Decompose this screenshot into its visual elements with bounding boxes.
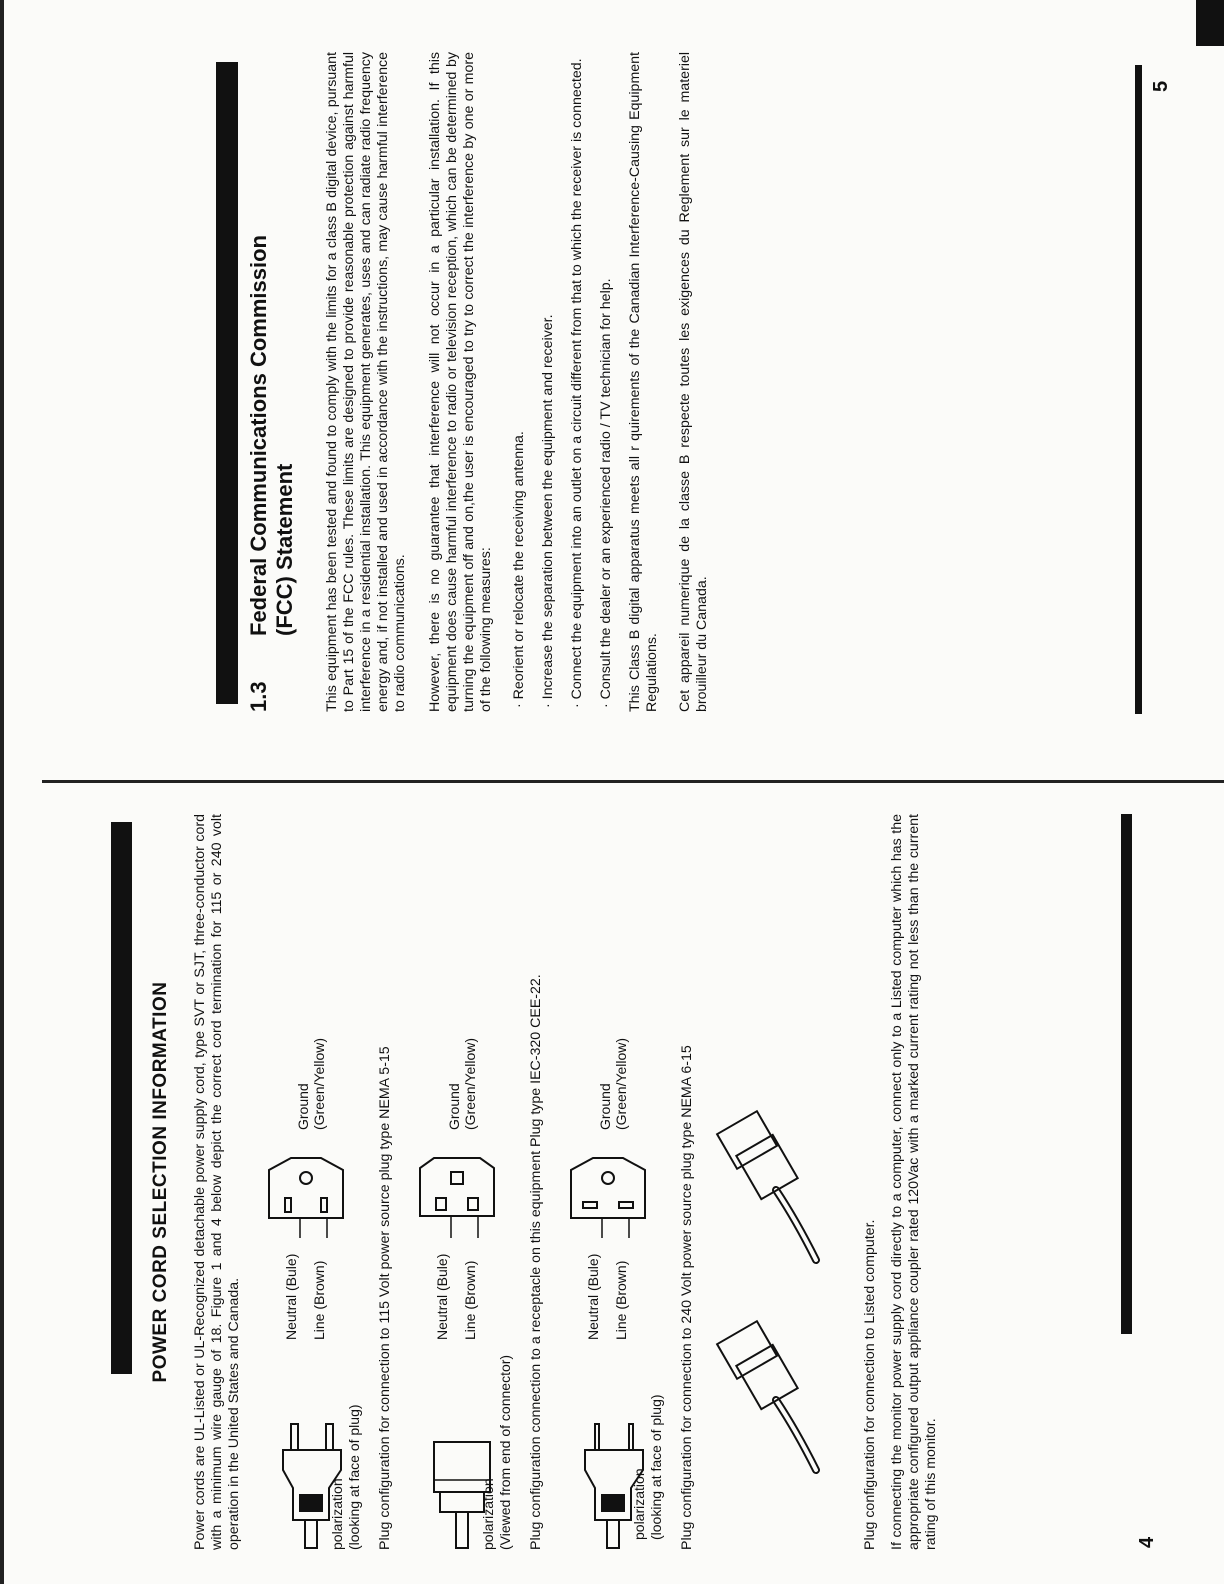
left-bottom-rule	[1121, 814, 1132, 1334]
measure-item: · Connect the equipment into an outlet on a circuit different from that to which the receiver is connected.	[569, 58, 585, 708]
registration-mark	[1196, 0, 1224, 46]
neutral-label: Neutral (Bule)	[434, 1253, 450, 1340]
appliance-coupler-icon	[706, 1070, 856, 1490]
plug-face-icon	[261, 1150, 351, 1238]
caption-line-2: (looking at face of plug)	[648, 1394, 664, 1540]
figure-nema-6-15	[555, 814, 673, 1550]
line-label: Line (Brown)	[311, 1260, 327, 1340]
section-number: 1.3	[246, 681, 271, 712]
page-number-left: 4	[1136, 1536, 1158, 1548]
caption-line-1: polarization	[480, 1478, 496, 1550]
caption-line-2: (looking at face of plug)	[346, 1404, 362, 1550]
figure-description: Plug configuration for connection to 115 Volt power source plug type NEMA 5-15	[377, 1046, 393, 1550]
page-title: POWER CORD SELECTION INFORMATION	[150, 981, 171, 1383]
ground-color-label: (Green/Yellow)	[462, 1037, 478, 1130]
figure-description: Plug configuration connection to a receptacle on this equipment Plug type IEC-320 CEE-22.	[528, 974, 544, 1550]
scan-edge	[0, 0, 4, 1584]
section-heading	[246, 52, 298, 712]
measure-item: · Increase the separation between the equipment and receiver.	[540, 314, 556, 708]
neutral-label: Neutral (Bule)	[585, 1253, 601, 1340]
fcc-paragraph-1: This equipment has been tested and found to comply with the limits for a class B digital device, pursuant to Part 15 of the FCC rules. These limits are designed to provide reasonable protection against harmful interference in a residential installation. This equipment generates, uses and can radiate radio frequency energy and, if not installed and used in accordance with the instructions, may cause harmful interference to radio communications.	[324, 52, 408, 712]
caption-line-1: polarization	[329, 1478, 345, 1550]
caption-line-1: polarization	[631, 1468, 647, 1540]
fcc-paragraph-2: However, there is no guarantee that interference will not occur in a particular installation. If this equipment does cause harmful interference to radio or television reception, which can be determined by turning the equipment off and on,the user is encouraged to try to correct the interference by one or more of the following measures:	[427, 52, 494, 712]
ground-label: Ground	[295, 1083, 311, 1130]
ground-label: Ground	[446, 1083, 462, 1130]
figure-nema-5-15	[253, 814, 371, 1550]
section-title-line-1: Federal Communications Commission	[246, 235, 271, 636]
intro-paragraph: Power cords are UL-Listed or UL-Recognized detachable power supply cord, type SVT or SJT, three-conductor cord with a minimum wire gauge of 18. Figure 1 and 4 below depict the correct cord termination for 115 or 240 volt operation in the United States and Canada.	[192, 814, 242, 1550]
figure-iec-320	[404, 814, 522, 1550]
page-number-right: 5	[1150, 80, 1172, 92]
figure-description: Plug configuration for connection to 240 Volt power source plug type NEMA 6-15	[679, 1045, 695, 1550]
page-5	[246, 52, 1186, 712]
left-top-rule	[111, 822, 132, 1374]
caption-line-2: (Viewed from end of connector)	[497, 1354, 513, 1550]
ground-label: Ground	[597, 1083, 613, 1130]
figure-listed-computer	[706, 814, 856, 1550]
plug-face-icon	[563, 1150, 653, 1238]
listed-caption: Plug configuration for connection to Listed computer.	[862, 1219, 878, 1550]
closing-paragraph: If connecting the monitor power supply cord directly to a computer, connect only to a Listed computer which has the appropriate configured output appliance coupler rated 120Vac with a marked current rating not less than the current rating of this monitor.	[889, 814, 939, 1550]
measure-item: · Reorient or relocate the receiving antenna.	[511, 431, 527, 708]
line-label: Line (Brown)	[462, 1260, 478, 1340]
right-top-rule	[216, 62, 238, 704]
page-fold-line	[42, 780, 1224, 783]
section-title-line-2: (FCC) Statement	[272, 463, 297, 636]
section-title	[246, 235, 298, 636]
ground-color-label: (Green/Yellow)	[613, 1037, 629, 1130]
canada-statement-fr: Cet appareil numerique de la classe B respecte toutes les exigences du Reglement sur le materiel brouilleur du Canada.	[677, 52, 710, 712]
ground-color-label: (Green/Yellow)	[311, 1037, 327, 1130]
line-label: Line (Brown)	[613, 1260, 629, 1340]
connector-face-icon	[412, 1150, 502, 1238]
measure-item: · Consult the dealer or an experienced radio / TV technician for help.	[598, 278, 614, 708]
page-4	[150, 814, 1100, 1550]
neutral-label: Neutral (Bule)	[283, 1253, 299, 1340]
canada-statement-en: This Class B digital apparatus meets all r quirements of the Canadian Interference-Causing Equipment Regulations.	[627, 52, 660, 712]
